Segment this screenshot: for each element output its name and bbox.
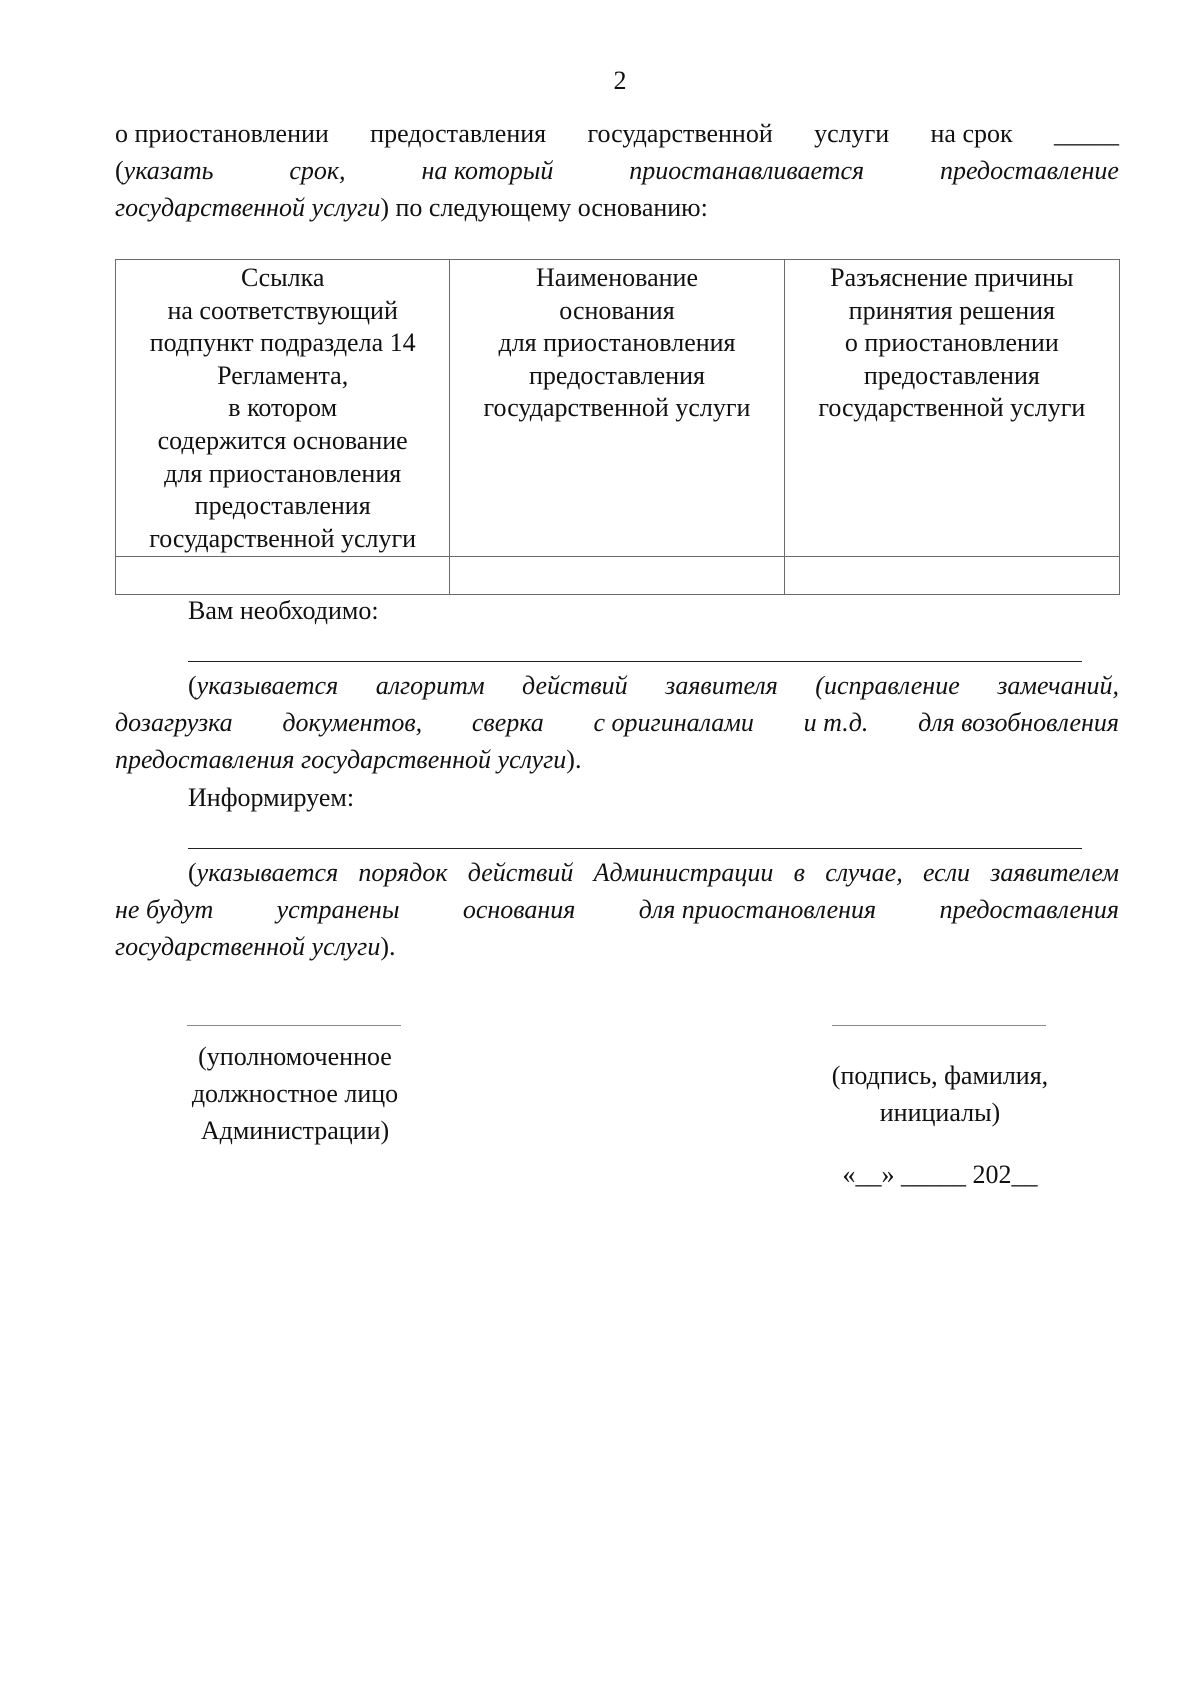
table-row bbox=[116, 557, 1120, 595]
hint-word: устранены bbox=[276, 895, 400, 924]
header-cell-reference: Ссылка на соответствующий подпункт подраздела 14 Регламента, в котором содержится основание для приостановления предоставления государственной услуги bbox=[116, 260, 450, 557]
hint-word: дозагрузка bbox=[115, 708, 233, 737]
hint-word: заявителя bbox=[665, 671, 778, 700]
hint-rest: ). bbox=[380, 932, 396, 961]
hint-word: если bbox=[922, 858, 971, 887]
signature-line bbox=[832, 1025, 1046, 1026]
table-header-row bbox=[116, 260, 1120, 557]
hint-word: действий bbox=[467, 858, 574, 887]
grounds-table bbox=[115, 259, 1120, 595]
hint-word: сверка bbox=[471, 708, 544, 737]
needs-label: Вам необходимо: bbox=[188, 596, 379, 625]
signature-caption: (подпись, фамилия, инициалы) bbox=[831, 1061, 1049, 1127]
inform-hint-line-2 bbox=[115, 891, 1119, 928]
hint-phrase: (указывается bbox=[188, 858, 339, 887]
intro-phrase: (указать bbox=[115, 156, 214, 185]
needs-hint-line-2 bbox=[115, 704, 1119, 741]
hint-word: замечаний, bbox=[997, 671, 1119, 700]
hint-word: порядок bbox=[358, 858, 448, 887]
term-blank: _____ bbox=[1053, 119, 1119, 148]
intro-word: на срок bbox=[930, 119, 1013, 148]
table-cell bbox=[784, 557, 1119, 595]
header-cell-explanation: Разъяснение причины принятия решения о приостановлении предоставления государственной услуги bbox=[784, 260, 1119, 557]
hint-word: алгоритм bbox=[375, 671, 485, 700]
hint-word: не будут bbox=[115, 895, 214, 924]
intro-word: на который bbox=[421, 156, 554, 185]
intro-line-1 bbox=[115, 115, 1119, 152]
date-line: «__» _____ 202__ bbox=[842, 1160, 1038, 1189]
hint-word: предоставления bbox=[939, 895, 1119, 924]
intro-word: приостанавливается bbox=[629, 156, 865, 185]
hint-word: с оригиналами bbox=[593, 708, 754, 737]
inform-label: Информируем: bbox=[188, 783, 355, 812]
intro-word: услуги bbox=[814, 119, 890, 148]
intro-word: о приостановлении bbox=[115, 119, 329, 148]
intro-word: предоставления bbox=[370, 119, 547, 148]
hint-word: случае, bbox=[825, 858, 903, 887]
table-cell bbox=[116, 557, 450, 595]
page-number: 2 bbox=[613, 66, 627, 95]
header-cell-ground-name: Наименование основания для приостановления предоставления государственной услуги bbox=[450, 260, 784, 557]
inform-fill-line bbox=[188, 848, 1082, 849]
hint-word: в bbox=[793, 858, 805, 887]
hint-word: документов, bbox=[282, 708, 423, 737]
intro-line-2 bbox=[115, 152, 1119, 189]
hint-italic: предоставления государственной услуги bbox=[115, 745, 567, 774]
intro-word: предоставление bbox=[940, 156, 1119, 185]
hint-word: действий bbox=[522, 671, 628, 700]
hint-word: Администрации bbox=[593, 858, 774, 887]
needs-section bbox=[115, 592, 1119, 629]
intro-rest: ) по следующему основанию: bbox=[380, 193, 708, 222]
inform-hint-line-1 bbox=[115, 854, 1119, 891]
inform-hint-line-3 bbox=[115, 928, 1119, 965]
hint-word: заявителем bbox=[990, 858, 1119, 887]
needs-fill-line bbox=[188, 661, 1082, 662]
hint-phrase: (указывается bbox=[188, 671, 339, 700]
needs-hint bbox=[115, 667, 1119, 816]
hint-word: (исправление bbox=[815, 671, 960, 700]
intro-word: государственной bbox=[587, 119, 773, 148]
intro-paragraph bbox=[115, 115, 1119, 226]
intro-line-3 bbox=[115, 189, 1119, 226]
hint-italic: государственной услуги bbox=[115, 932, 381, 961]
hint-word: основания bbox=[462, 895, 576, 924]
table-cell bbox=[450, 557, 784, 595]
needs-hint-line-3 bbox=[115, 741, 1119, 778]
hint-word: и т.д. bbox=[803, 708, 869, 737]
official-caption: (уполномоченное должностное лицо Администрации) bbox=[191, 1042, 399, 1145]
hint-rest: ). bbox=[566, 745, 582, 774]
hint-word: для возобновления bbox=[918, 708, 1119, 737]
intro-italic: государственной услуги bbox=[115, 193, 381, 222]
inform-hint bbox=[115, 854, 1119, 965]
official-signature-line bbox=[187, 1025, 401, 1026]
needs-hint-line-1 bbox=[115, 667, 1119, 704]
hint-word: для приостановления bbox=[638, 895, 877, 924]
intro-word: срок, bbox=[289, 156, 346, 185]
